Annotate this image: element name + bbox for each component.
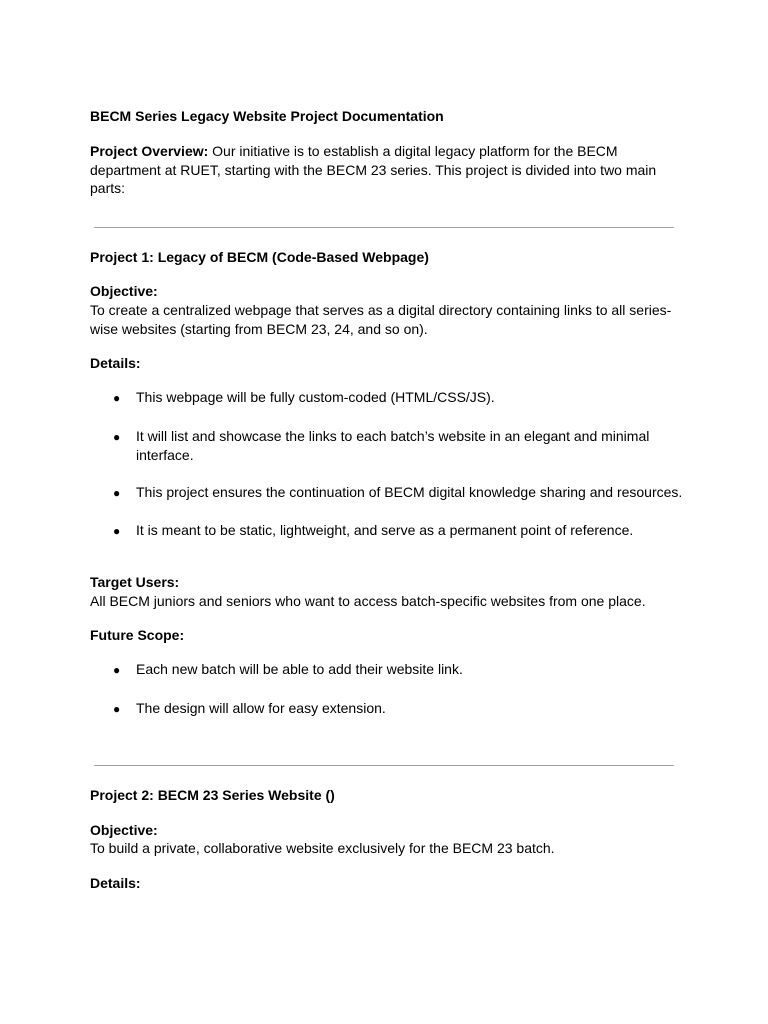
project2-objective-label: Objective: [90,822,158,838]
list-item: It will list and showcase the links to each batch’s website in an elegant and minimal interface. [136,428,650,463]
project1-objective-label: Objective: [90,283,158,299]
project-overview [90,142,680,198]
project2-heading: Project 2: BECM 23 Series Website () [90,787,335,803]
target-users-label: Target Users: [90,574,180,590]
future-scope-label: Future Scope: [90,627,185,643]
section-divider [94,765,674,766]
list-item: It is meant to be static, lightweight, and serve as a permanent point of reference. [136,522,634,538]
bullet-icon: ● [113,524,121,538]
bullet-icon: ● [113,430,121,444]
list-item: This project ensures the continuation of BECM digital knowledge sharing and resources. [136,484,683,500]
list-item: The design will allow for easy extension. [136,700,386,716]
project2-objective-text: To build a private, collaborative website exclusively for the BECM 23 batch. [90,840,555,856]
project1-objective-text: To create a centralized webpage that serves as a digital directory containing links to all series-wise websites (starting from BECM 23, 24, and so on). [90,302,672,337]
project1-details-label: Details: [90,355,141,371]
section-divider [94,227,674,228]
project1-heading: Project 1: Legacy of BECM (Code-Based Webpage) [90,249,429,265]
list-item: This webpage will be fully custom-coded (HTML/CSS/JS). [136,389,495,405]
document-title: BECM Series Legacy Website Project Documentation [90,108,444,124]
overview-text: Our initiative is to establish a digital legacy platform for the BECM department at RUET, starting with the BECM 23 series. This project is divided into two main parts: [90,143,657,196]
bullet-icon: ● [113,391,121,405]
project2-details-label: Details: [90,875,141,891]
bullet-icon: ● [113,663,121,677]
target-users-text: All BECM juniors and seniors who want to access batch-specific websites from one place. [90,593,646,609]
bullet-icon: ● [113,702,121,716]
list-item: Each new batch will be able to add their website link. [136,661,463,677]
bullet-icon: ● [113,486,121,500]
overview-label: Project Overview: [90,143,209,159]
